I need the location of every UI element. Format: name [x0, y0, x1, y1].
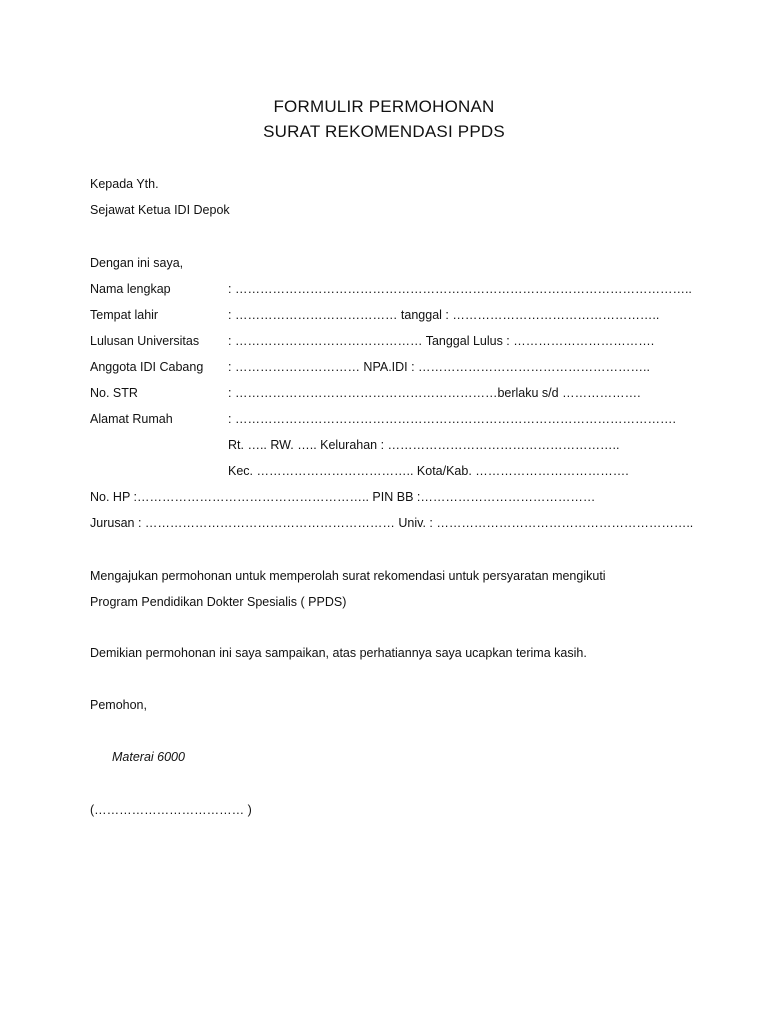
request-paragraph-line-2: Program Pendidikan Dokter Spesialis ( PPDS): [90, 595, 347, 609]
address-rt-rw-line: Rt. ….. RW. ….. Kelurahan : ………………………………………………..: [228, 438, 620, 452]
field-label: No. STR: [90, 386, 138, 400]
intro-text: Dengan ini saya,: [90, 256, 184, 270]
field-value-blank: : ………………………………………………………………………………………………..: [228, 282, 692, 296]
field-value-blank: : ………………………………… tanggal : …………………………………………..: [228, 308, 660, 322]
signature-line: (……………………………… ): [90, 803, 252, 817]
stamp-label: Materai 6000: [112, 750, 185, 764]
field-label: Tempat lahir: [90, 308, 159, 322]
field-label: Lulusan Universitas: [90, 334, 200, 348]
salutation-to: Kepada Yth.: [90, 177, 159, 191]
field-value-blank: : ………………………………………………………berlaku s/d ……………….: [228, 386, 641, 400]
title-line-2: SURAT REKOMENDASI PPDS: [263, 122, 505, 141]
address-kec-kota-line: Kec. ……………………………….. Kota/Kab. ……………………………….: [228, 464, 629, 478]
applicant-label: Pemohon,: [90, 698, 147, 712]
major-line: Jurusan : …………………………………………………… Univ. : ……………………………………………………..: [90, 516, 694, 530]
request-paragraph-line-1: Mengajukan permohonan untuk memperolah surat rekomendasi untuk persyaratan mengikuti: [90, 569, 606, 583]
field-value-blank: : ……………………………………… Tanggal Lulus : …………………………….: [228, 334, 655, 348]
field-label: Alamat Rumah: [90, 412, 173, 426]
field-label: Nama lengkap: [90, 282, 171, 296]
document-title: [0, 94, 768, 144]
title-line-1: FORMULIR PERMOHONAN: [273, 97, 495, 116]
field-value-blank: : ………………………… NPA.IDI : ………………………………………………..: [228, 360, 651, 374]
field-value-blank: : …………………………………………………………………………………………….: [228, 412, 676, 426]
field-label: Anggota IDI Cabang: [90, 360, 204, 374]
contact-line: No. HP :……………………………………………….. PIN BB :……………………………………: [90, 490, 596, 504]
salutation-recipient: Sejawat Ketua IDI Depok: [90, 203, 230, 217]
closing-paragraph: Demikian permohonan ini saya sampaikan, atas perhatiannya saya ucapkan terima kasih.: [90, 646, 587, 660]
